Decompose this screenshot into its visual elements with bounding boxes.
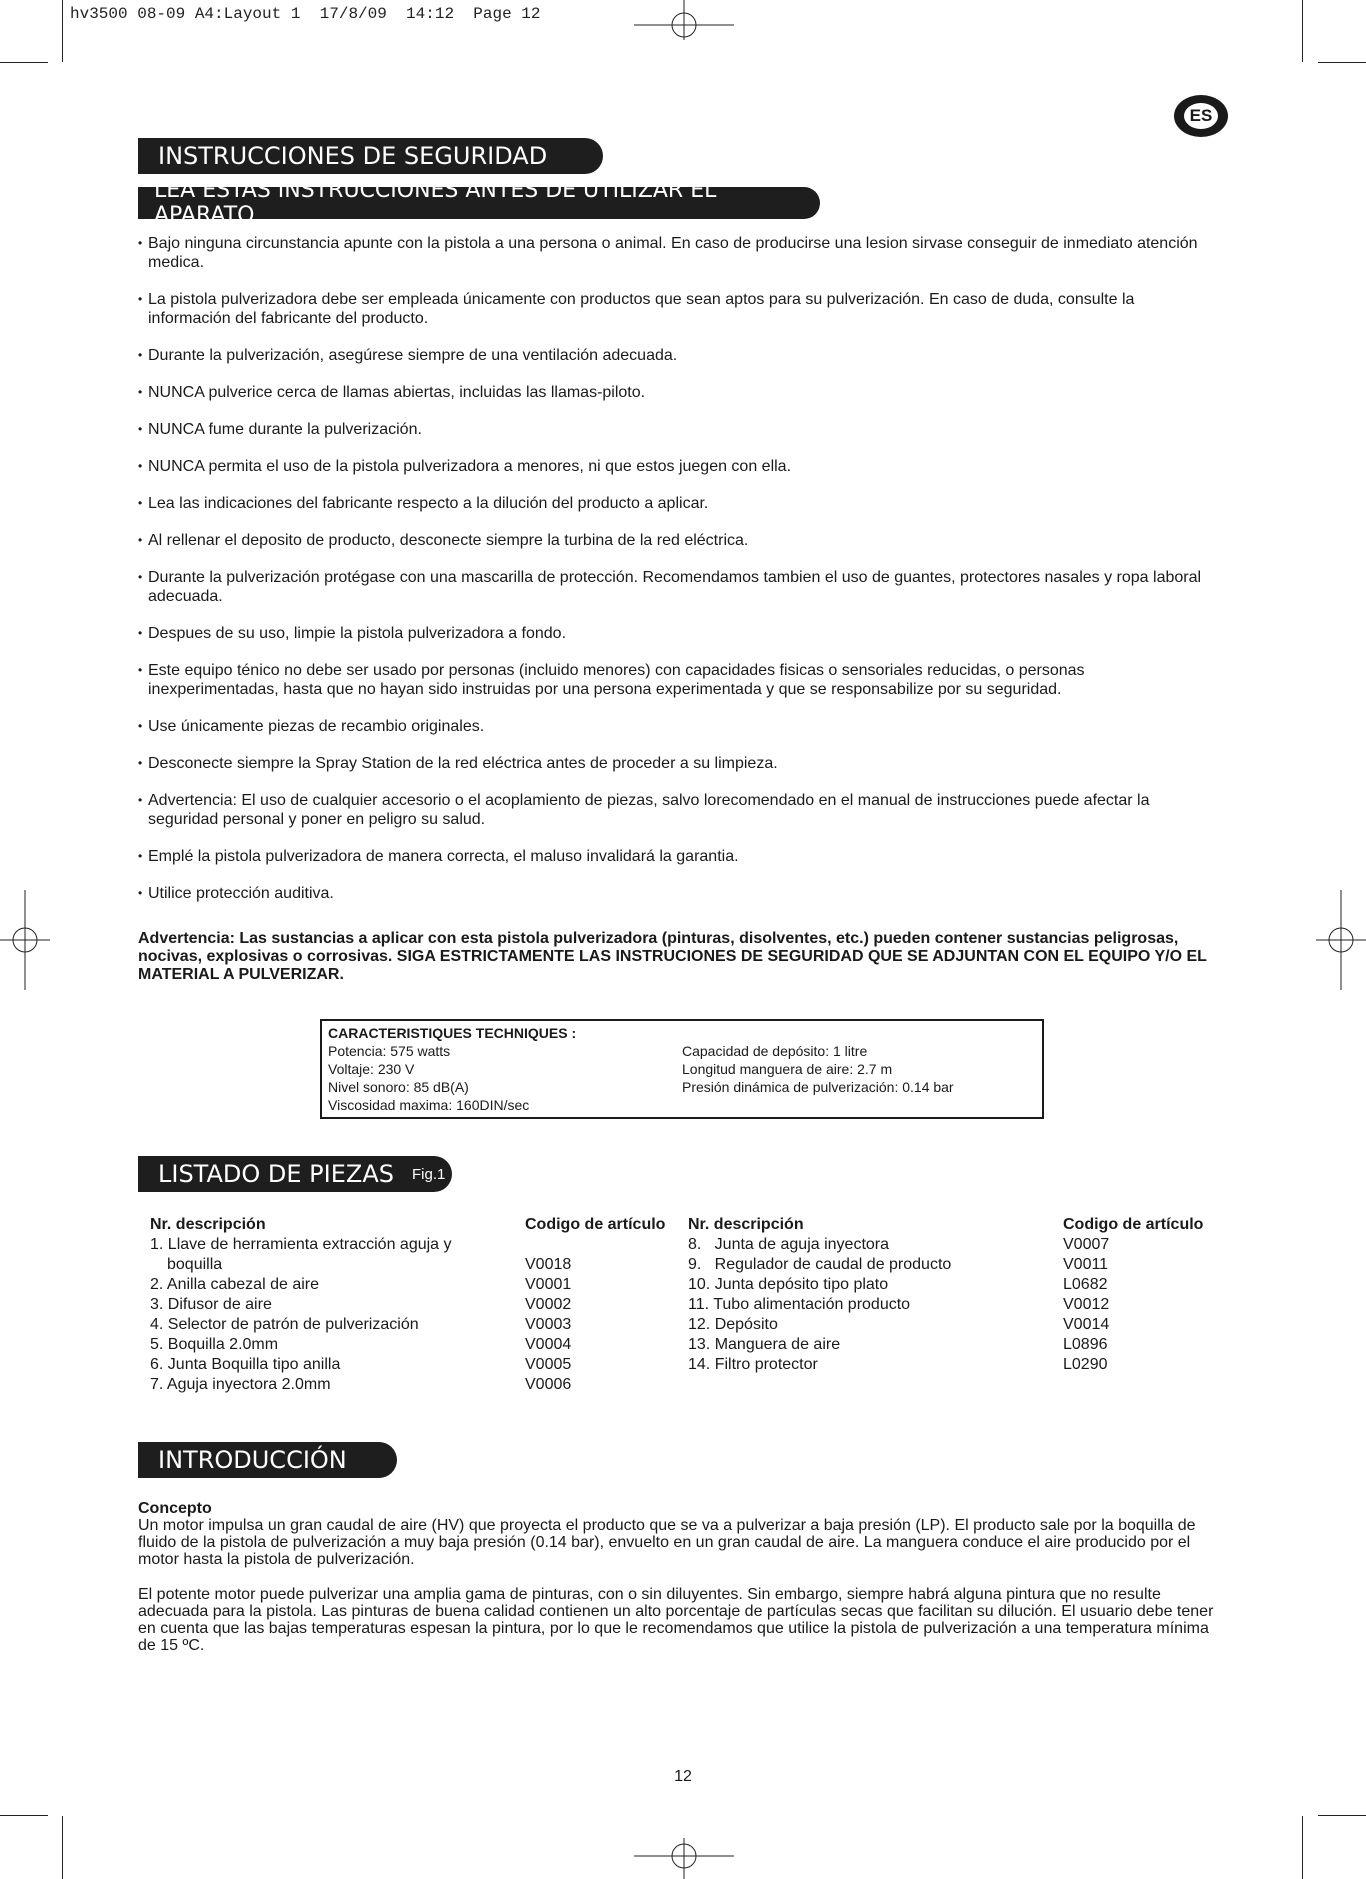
list-item: • Durante la pulverización, asegúrese siempre de una ventilación adecuada.	[138, 346, 1218, 365]
crop-mark	[1318, 62, 1366, 63]
concept-title: Concepto	[138, 1500, 212, 1517]
list-item: • NUNCA permita el uso de la pistola pulverizadora a menores, ni que estos juegen con ella.	[138, 457, 1218, 476]
column-header-description: Nr. descripción	[688, 1216, 804, 1233]
table-row: 5. Boquilla 2.0mm V0004	[150, 1336, 572, 1353]
registration-mark-left	[0, 890, 50, 990]
registration-mark-top	[634, 0, 734, 40]
table-row: 2. Anilla cabezal de aire V0001	[150, 1276, 572, 1293]
list-item: • Emplé la pistola pulverizadora de manera correcta, el maluso invalidará la garantia.	[138, 847, 1218, 866]
list-item: • Al rellenar el deposito de producto, desconecte siempre la turbina de la red eléctrica.	[138, 531, 1218, 550]
safety-heading	[138, 138, 603, 174]
list-item: • Desconecte siempre la Spray Station de la red eléctrica antes de proceder a su limpieza.	[138, 754, 1218, 773]
intro-title: INTRODUCCIÓN	[158, 1446, 347, 1474]
crop-mark	[1318, 1815, 1366, 1816]
crop-mark	[0, 1815, 48, 1816]
spec-item: Presión dinámica de pulverización: 0.14 bar	[682, 1079, 954, 1095]
safety-list	[138, 234, 1218, 921]
spec-item: Nivel sonoro: 85 dB(A)	[328, 1079, 469, 1095]
safety-warning: Advertencia: Las sustancias a aplicar con esta pistola pulverizadora (pinturas, disolventes, etc.) pueden contener sustancias peligrosas, nocivas, explosivas o corrosivas. SIGA ESTRICTAMENTE LAS INSTRUCIONES DE SEGURIDAD QUE SE ADJUNTAN CON EL EQUIPO Y/O EL MATERIAL A PULVERIZAR.	[138, 930, 1207, 983]
parts-heading	[138, 1156, 452, 1192]
intro-section	[138, 1500, 1223, 1672]
list-item: • Durante la pulverización protégase con una mascarilla de protección. Recomendamos tambien el uso de guantes, protectores nasales y ropa laboral adecuada.	[138, 568, 1218, 606]
registration-mark-right	[1316, 890, 1366, 990]
spec-item: Potencia: 575 watts	[328, 1043, 451, 1059]
table-row: 7. Aguja inyectora 2.0mm V0006	[150, 1376, 572, 1393]
table-row: 14. Filtro protector L0290	[688, 1356, 1108, 1373]
table-row: 1. Llave de herramienta extracción aguja y	[150, 1236, 452, 1253]
spec-item: Longitud manguera de aire: 2.7 m	[682, 1061, 893, 1077]
table-row: 9. Regulador de caudal de producto V0011	[688, 1256, 1109, 1273]
crop-mark	[0, 62, 48, 63]
safety-subheading	[138, 178, 820, 228]
table-row: 12. Depósito V0014	[688, 1316, 1110, 1333]
table-row: 10. Junta depósito tipo plato L0682	[688, 1276, 1108, 1293]
specs-right-column	[682, 1042, 1036, 1114]
table-row: 13. Manguera de aire L0896	[688, 1336, 1108, 1353]
parts-table-right	[688, 1215, 1223, 1375]
list-item: • Este equipo ténico no debe ser usado por personas (incluido menores) con capacidades fisicas o sensoriales reducidas, o personas inexperimentadas, hasta que no hayan sido instruidas por una persona experimentada y que se responsabilize por su seguridad.	[138, 661, 1218, 699]
figure-reference: Fig.1	[411, 1165, 446, 1183]
parts-title: LISTADO DE PIEZAS	[158, 1160, 394, 1188]
table-row: 8. Junta de aguja inyectora V0007	[688, 1236, 1110, 1253]
list-item: • NUNCA fume durante la pulverización.	[138, 420, 1218, 439]
intro-paragraph-2: El potente motor puede pulverizar una amplia gama de pinturas, con o sin diluyentes. Sin embargo, siempre habrá alguna pintura que no resulte adecuada para la pistola. Las pinturas de buena calidad contienen un alto porcentaje de partículas secas que facilitan su dilución. El usuario debe tener en cuenta que las bajas temperaturas espesan la pintura, por lo que le recomendamos que utilice la pistola de pulverización a una temperatura mínima de 15 ºC.	[138, 1586, 1214, 1654]
parts-table-left	[150, 1215, 685, 1395]
crop-mark	[1302, 0, 1303, 62]
table-row: 11. Tubo alimentación producto V0012	[688, 1296, 1110, 1313]
table-row: 4. Selector de patrón de pulverización V0003	[150, 1316, 572, 1333]
specs-title: CARACTERISTIQUES TECHNIQUES :	[328, 1025, 577, 1041]
technical-specs-box	[320, 1019, 1044, 1119]
page-number: 12	[674, 1768, 692, 1785]
safety-title: INSTRUCCIONES DE SEGURIDAD	[158, 142, 548, 170]
column-header-code: Codigo de artículo	[525, 1216, 666, 1233]
column-header-description: Nr. descripción	[150, 1216, 266, 1233]
column-header-code: Codigo de artículo	[1063, 1216, 1204, 1233]
crop-mark	[62, 0, 63, 62]
spec-item: Voltaje: 230 V	[328, 1061, 415, 1077]
list-item: • La pistola pulverizadora debe ser empleada únicamente con productos que sean aptos para su pulverización. En caso de duda, consulte la información del fabricante del producto.	[138, 290, 1218, 328]
intro-heading	[138, 1442, 397, 1478]
spec-item: Viscosidad maxima: 160DIN/sec	[328, 1097, 530, 1113]
list-item: • Utilice protección auditiva.	[138, 884, 1218, 903]
table-row: 3. Difusor de aire V0002	[150, 1296, 572, 1313]
list-item: • Use únicamente piezas de recambio originales.	[138, 717, 1218, 736]
list-item: • Advertencia: El uso de cualquier accesorio o el acoplamiento de piezas, salvo lorecomendado en el manual de instrucciones puede afectar la seguridad personal y poner en peligro su salud.	[138, 791, 1218, 829]
language-badge	[1174, 95, 1228, 137]
specs-left-column	[328, 1042, 682, 1114]
list-item: • Despues de su uso, limpie la pistola pulverizadora a fondo.	[138, 624, 1218, 643]
list-item: • NUNCA pulverice cerca de llamas abiertas, incluidas las llamas-piloto.	[138, 383, 1218, 402]
crop-mark	[62, 1816, 63, 1879]
table-row: boquilla V0018	[167, 1256, 572, 1273]
language-code: ES	[1184, 103, 1218, 129]
intro-paragraph-1: Un motor impulsa un gran caudal de aire (HV) que proyecta el producto que se va a pulverizar a baja presión (LP). El producto sale por la boquilla de fluido de la pistola de pulverización a muy baja presión (0.14 bar), envuelto en un gran caudal de aire. La manguera conduce el aire producido por el motor hasta la pistola de pulverización.	[138, 1517, 1196, 1568]
table-row: 6. Junta Boquilla tipo anilla V0005	[150, 1356, 572, 1373]
list-item: • Lea las indicaciones del fabricante respecto a la dilución del producto a aplicar.	[138, 494, 1218, 513]
safety-subtitle: LEA ESTAS INSTRUCCIONES ANTES DE UTILIZAR EL APARATO	[154, 178, 717, 228]
print-slug-line: hv3500 08-09 A4:Layout 1 17/8/09 14:12 Page 12	[70, 5, 541, 23]
list-item: • Bajo ninguna circunstancia apunte con la pistola a una persona o animal. En caso de producirse una lesion sirvase conseguir de inmediato atención medica.	[138, 234, 1218, 272]
crop-mark	[1302, 1816, 1303, 1879]
spec-item: Capacidad de depósito: 1 litre	[682, 1043, 868, 1059]
registration-mark-bottom	[634, 1838, 734, 1879]
